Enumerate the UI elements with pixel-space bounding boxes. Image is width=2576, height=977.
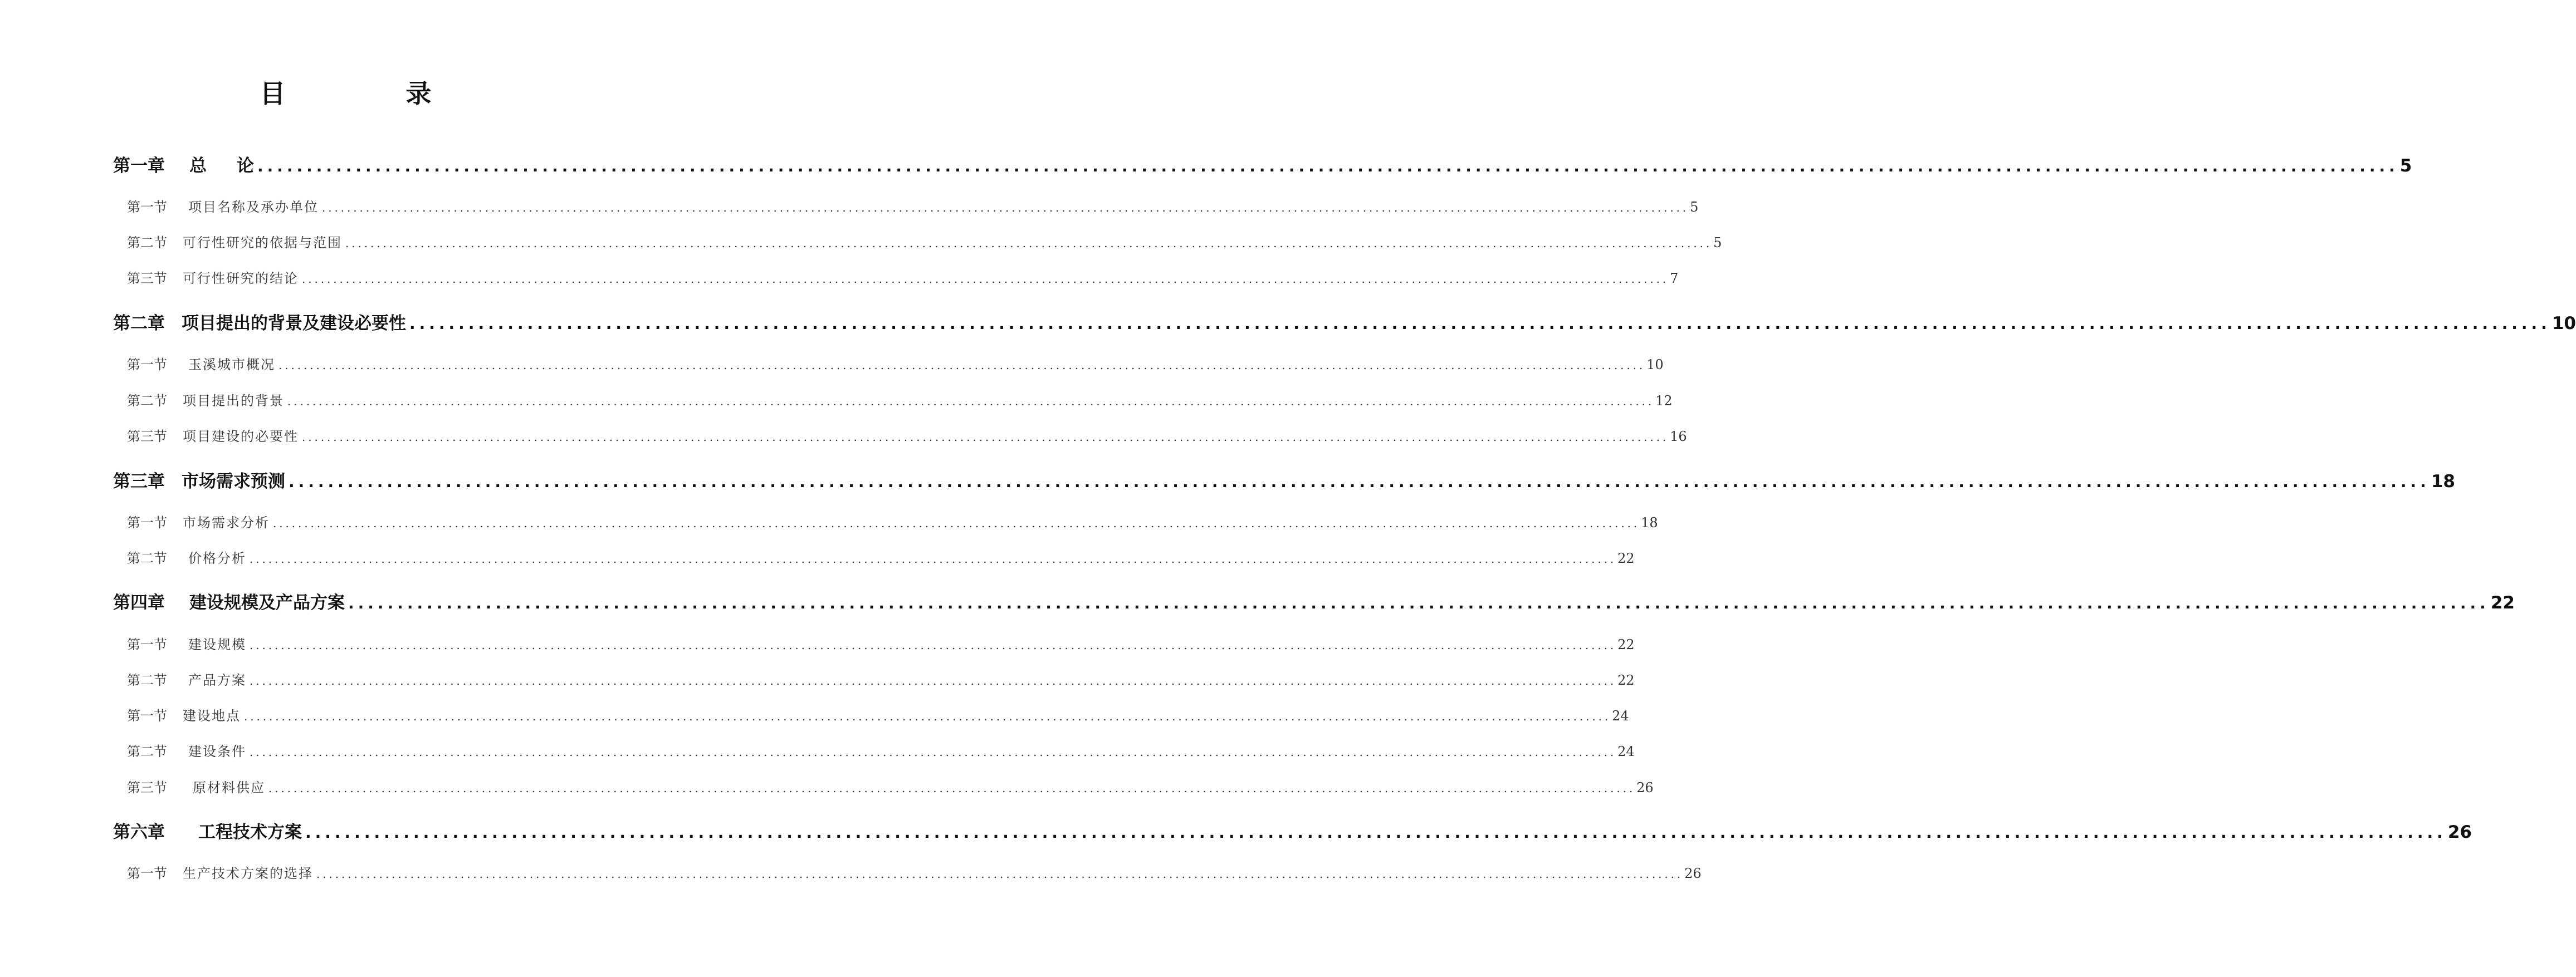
dot-leader: .......................................................................................................................................................................................................................... (289, 473, 2430, 491)
dot-leader: .......................................................................................................................................................................................................................... (244, 710, 1611, 723)
section-title: 可行性研究的结论 (183, 271, 299, 286)
dot-leader: .......................................................................................................................................................................................................................... (250, 552, 1617, 566)
section-title: 产品方案 (188, 672, 246, 688)
page-number: 18 (2431, 472, 2455, 492)
dot-leader: .......................................................................................................................................................................................................................... (345, 237, 1713, 250)
toc-section-4-2[interactable] (127, 669, 1635, 689)
section-title: 可行性研究的依据与范围 (183, 235, 342, 251)
dot-leader: .......................................................................................................................................................................................................................... (322, 201, 1689, 214)
page-number: 5 (1690, 199, 1699, 215)
page-number: 5 (2399, 156, 2412, 176)
section-title: 原材料供应 (193, 780, 265, 796)
page-number: 10 (1646, 357, 1664, 372)
page-number: 16 (1670, 429, 1687, 444)
toc-section-3-1[interactable] (127, 512, 1658, 532)
toc-section-2-1[interactable] (127, 354, 1664, 374)
toc-chapter-4[interactable] (113, 588, 2515, 613)
section-title: 项目名称及承办单位 (188, 199, 319, 215)
page-number: 5 (1713, 235, 1722, 251)
toc-section-2-2[interactable] (127, 390, 1673, 410)
section-title: 玉溪城市概况 (188, 357, 275, 372)
section-title: 价格分析 (188, 551, 246, 566)
section-number: 第二节 (127, 672, 167, 688)
page-number: 22 (2490, 593, 2515, 613)
page-number: 12 (1655, 393, 1673, 409)
chapter-number: 第六章 (113, 822, 165, 842)
chapter-title: 项目提出的背景及建设必要性 (182, 313, 406, 333)
dot-leader: .......................................................................................................................................................................................................................... (278, 359, 1646, 372)
section-number: 第二节 (127, 744, 167, 759)
toc-chapter-6[interactable] (113, 818, 2472, 842)
toc-chapter-1[interactable] (113, 151, 2412, 176)
section-title: 建设条件 (188, 744, 246, 759)
page-number: 26 (1684, 866, 1702, 881)
toc-section-1-2[interactable] (127, 232, 1722, 252)
toc-section-3-2[interactable] (127, 547, 1635, 567)
chapter-title: 建设规模及产品方案 (189, 593, 345, 613)
section-number: 第一节 (127, 515, 167, 531)
page-number: 10 (2551, 313, 2576, 333)
page-number: 24 (1617, 744, 1635, 759)
section-number: 第二节 (127, 235, 167, 251)
toc-chapter-2[interactable] (113, 309, 2576, 333)
section-number: 第三节 (127, 780, 167, 796)
dot-leader: .......................................................................................................................................................................................................................... (316, 867, 1684, 881)
page-title: 目 录 (260, 78, 487, 109)
toc-section-4-1[interactable] (127, 634, 1635, 654)
toc-section-5-2[interactable] (127, 740, 1635, 760)
dot-leader: .......................................................................................................................................................................................................................... (250, 674, 1617, 688)
section-title: 项目建设的必要性 (183, 429, 299, 444)
dot-leader: .......................................................................................................................................................................................................................... (305, 823, 2447, 842)
dot-leader: .......................................................................................................................................................................................................................... (302, 430, 1669, 444)
section-title: 市场需求分析 (183, 515, 270, 531)
dot-leader: .......................................................................................................................................................................................................................... (302, 272, 1669, 286)
chapter-number: 第三章 (113, 472, 165, 492)
section-number: 第二节 (127, 551, 167, 566)
toc-section-2-3[interactable] (127, 425, 1687, 445)
chapter-number: 第四章 (113, 593, 165, 613)
chapter-title: 市场需求预测 (182, 472, 285, 492)
toc-chapter-3[interactable] (113, 467, 2455, 492)
toc-section-1-1[interactable] (127, 196, 1699, 216)
page-number: 22 (1617, 637, 1635, 652)
dot-leader: .......................................................................................................................................................................................................................... (287, 395, 1655, 408)
chapter-title: 总 论 (189, 156, 254, 176)
section-number: 第一节 (127, 357, 167, 372)
dot-leader: .......................................................................................................................................................................................................................... (250, 745, 1617, 759)
page-number: 22 (1617, 551, 1635, 566)
section-title: 建设地点 (183, 708, 241, 724)
section-number: 第一节 (127, 199, 167, 215)
toc-section-1-3[interactable] (127, 267, 1679, 287)
section-number: 第一节 (127, 637, 167, 652)
chapter-number: 第二章 (113, 313, 165, 333)
section-title: 生产技术方案的选择 (183, 866, 313, 881)
page-number: 24 (1612, 708, 1629, 724)
dot-leader: .......................................................................................................................................................................................................................... (250, 639, 1617, 652)
toc-section-5-3[interactable] (127, 777, 1654, 797)
dot-leader: .......................................................................................................................................................................................................................... (348, 594, 2490, 612)
section-number: 第三节 (127, 271, 167, 286)
toc-section-6-1[interactable] (127, 862, 1702, 882)
section-number: 第一节 (127, 866, 167, 881)
section-number: 第三节 (127, 429, 167, 444)
dot-leader: .......................................................................................................................................................................................................................... (409, 315, 2551, 333)
section-title: 项目提出的背景 (183, 393, 284, 409)
section-number: 第一节 (127, 708, 167, 724)
chapter-number: 第一章 (113, 156, 165, 176)
page-number: 22 (1617, 672, 1635, 688)
section-number: 第二节 (127, 393, 167, 409)
dot-leader: .......................................................................................................................................................................................................................... (257, 157, 2399, 175)
page-number: 7 (1670, 271, 1679, 286)
toc-section-5-1[interactable] (127, 705, 1629, 725)
page-number: 26 (2447, 822, 2472, 842)
section-title: 建设规模 (188, 637, 246, 652)
page-number: 26 (1636, 780, 1654, 796)
dot-leader: .......................................................................................................................................................................................................................... (268, 782, 1636, 795)
dot-leader: .......................................................................................................................................................................................................................... (273, 517, 1640, 530)
chapter-title: 工程技术方案 (198, 822, 302, 842)
page-number: 18 (1641, 515, 1658, 531)
